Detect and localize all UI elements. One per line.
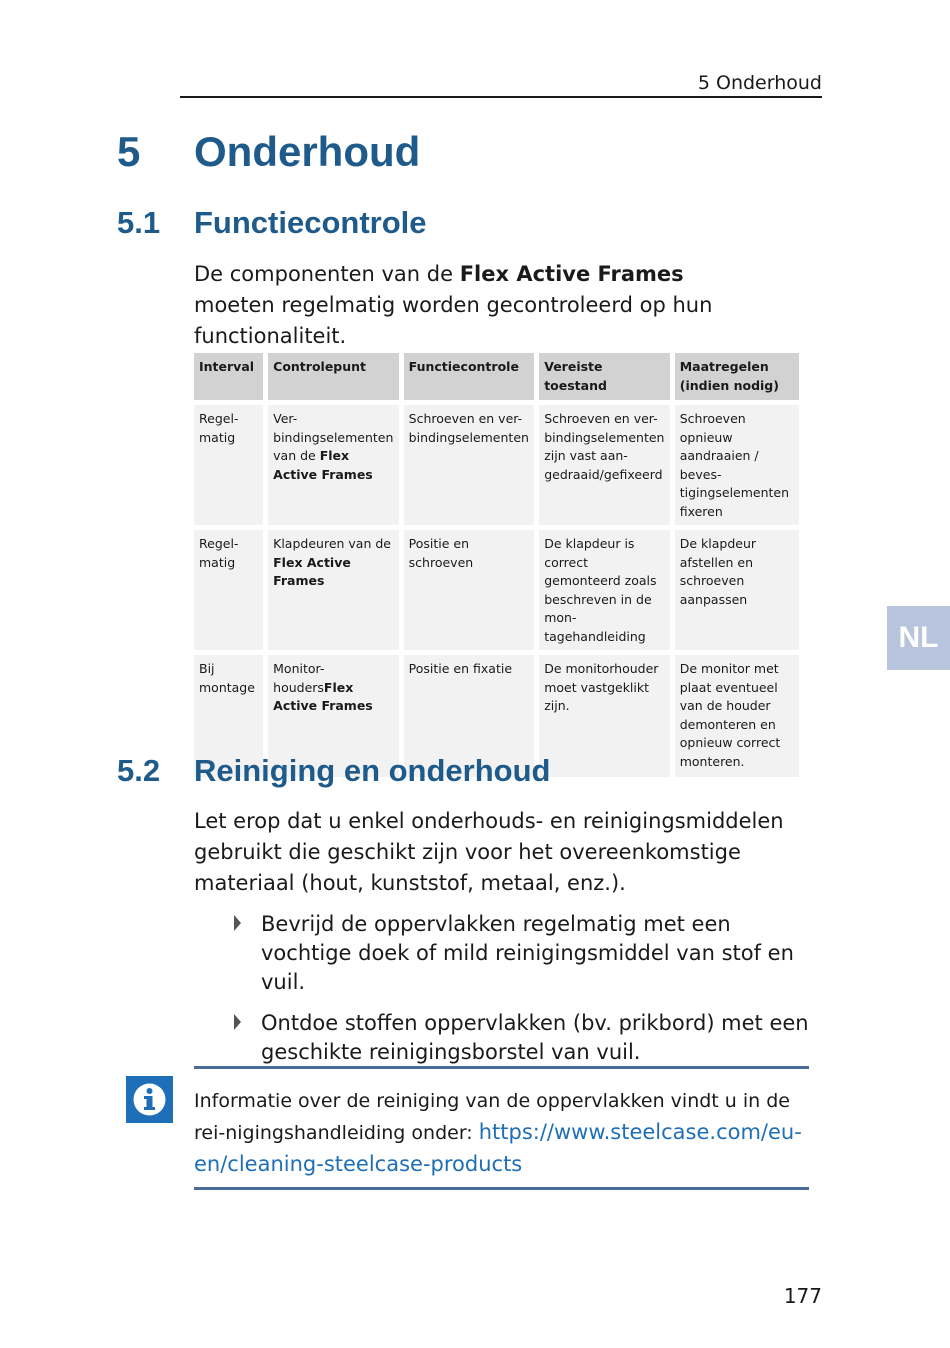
table-cell-functiecontrole: Positie en fixatie xyxy=(404,655,535,777)
table-header-cell: Functiecontrole xyxy=(404,353,535,400)
table-header-cell: Vereiste toestand xyxy=(539,353,670,400)
table-cell-toestand: De monitorhouder moet vastgeklikt zijn. xyxy=(539,655,670,777)
chapter-number: 5 xyxy=(117,128,141,175)
table-row xyxy=(194,530,799,650)
header-rule xyxy=(180,96,822,98)
table-cell-functiecontrole: Schroeven en ver-bindingselementen xyxy=(404,405,535,525)
section-2-number: 5.2 xyxy=(117,753,161,788)
table-header-row xyxy=(194,353,799,400)
running-header: 5 Onderhoud xyxy=(697,72,822,94)
page-number: 177 xyxy=(783,1284,822,1308)
table-cell-toestand: De klapdeur is correct gemonteerd zoals beschreven in de mon-tagehandleiding xyxy=(539,530,670,650)
section-1-title: Functiecontrole xyxy=(194,205,427,240)
list-item-text: Ontdoe stoffen oppervlakken (bv. prikbord) met een geschikte reinigingsborstel van vuil. xyxy=(261,1011,809,1064)
table-cell-interval: Bij montage xyxy=(194,655,263,777)
table-header-cell: Maatregelen (indien nodig) xyxy=(675,353,799,400)
cleaning-link[interactable]: https://www.steelcase.com/eu-en/cleaning-steelcase-products xyxy=(194,1120,802,1176)
bullet-list xyxy=(232,910,822,1079)
triangle-bullet-icon xyxy=(234,915,241,931)
list-item-text: Bevrijd de oppervlakken regelmatig met een vochtige doek of mild reinigingsmiddel van stof en vuil. xyxy=(261,912,794,994)
triangle-bullet-icon xyxy=(234,1014,241,1030)
info-bottom-rule xyxy=(194,1187,809,1190)
table-cell-maatregelen: De klapdeur afstellen en schroeven aanpassen xyxy=(675,530,799,650)
table-cell-interval: Regel-matig xyxy=(194,530,263,650)
list-item xyxy=(232,1009,822,1067)
table-row xyxy=(194,405,799,525)
section-2-title: Reiniging en onderhoud xyxy=(194,753,551,788)
language-tab: NL xyxy=(887,606,950,670)
section-1-intro: De componenten van de Flex Active Frames moeten regelmatig worden gecontroleerd op hun functionaliteit. xyxy=(194,262,713,348)
table-header-cell: Interval xyxy=(194,353,263,400)
table-cell-controlepunt: Monitor-houdersFlex Active Frames xyxy=(268,655,399,777)
chapter-title: Onderhoud xyxy=(194,128,421,175)
info-top-rule xyxy=(194,1066,809,1069)
info-icon xyxy=(126,1076,173,1123)
list-item xyxy=(232,910,822,997)
table-cell-controlepunt: Ver-bindingselementen van de Flex Active Frames xyxy=(268,405,399,525)
table-cell-controlepunt: Klapdeuren van de Flex Active Frames xyxy=(268,530,399,650)
table-cell-functiecontrole: Positie en schroeven xyxy=(404,530,535,650)
table-cell-toestand: Schroeven en ver-bindingselementen zijn vast aan-gedraaid/gefixeerd xyxy=(539,405,670,525)
table-cell-maatregelen: De monitor met plaat eventueel van de houder demonteren en opnieuw correct monteren. xyxy=(675,655,799,777)
table-cell-interval: Regel-matig xyxy=(194,405,263,525)
section-1-number: 5.1 xyxy=(117,205,161,240)
section-2-intro: Let erop dat u enkel onderhouds- en reinigingsmiddelen gebruikt die geschikt zijn voor het overeenkomstige materiaal (hout, kunststof, metaal, enz.). xyxy=(194,809,784,895)
table-cell-maatregelen: Schroeven opnieuw aandraaien / beves-tigingselementen fixeren xyxy=(675,405,799,525)
function-check-table xyxy=(189,348,804,782)
table-header-cell: Controlepunt xyxy=(268,353,399,400)
info-text: Informatie over de reiniging van de oppervlakken vindt u in de rei-nigingshandleiding onder: https://www.steelcase.com/eu-en/cleaning-steelcase-products xyxy=(194,1090,802,1176)
